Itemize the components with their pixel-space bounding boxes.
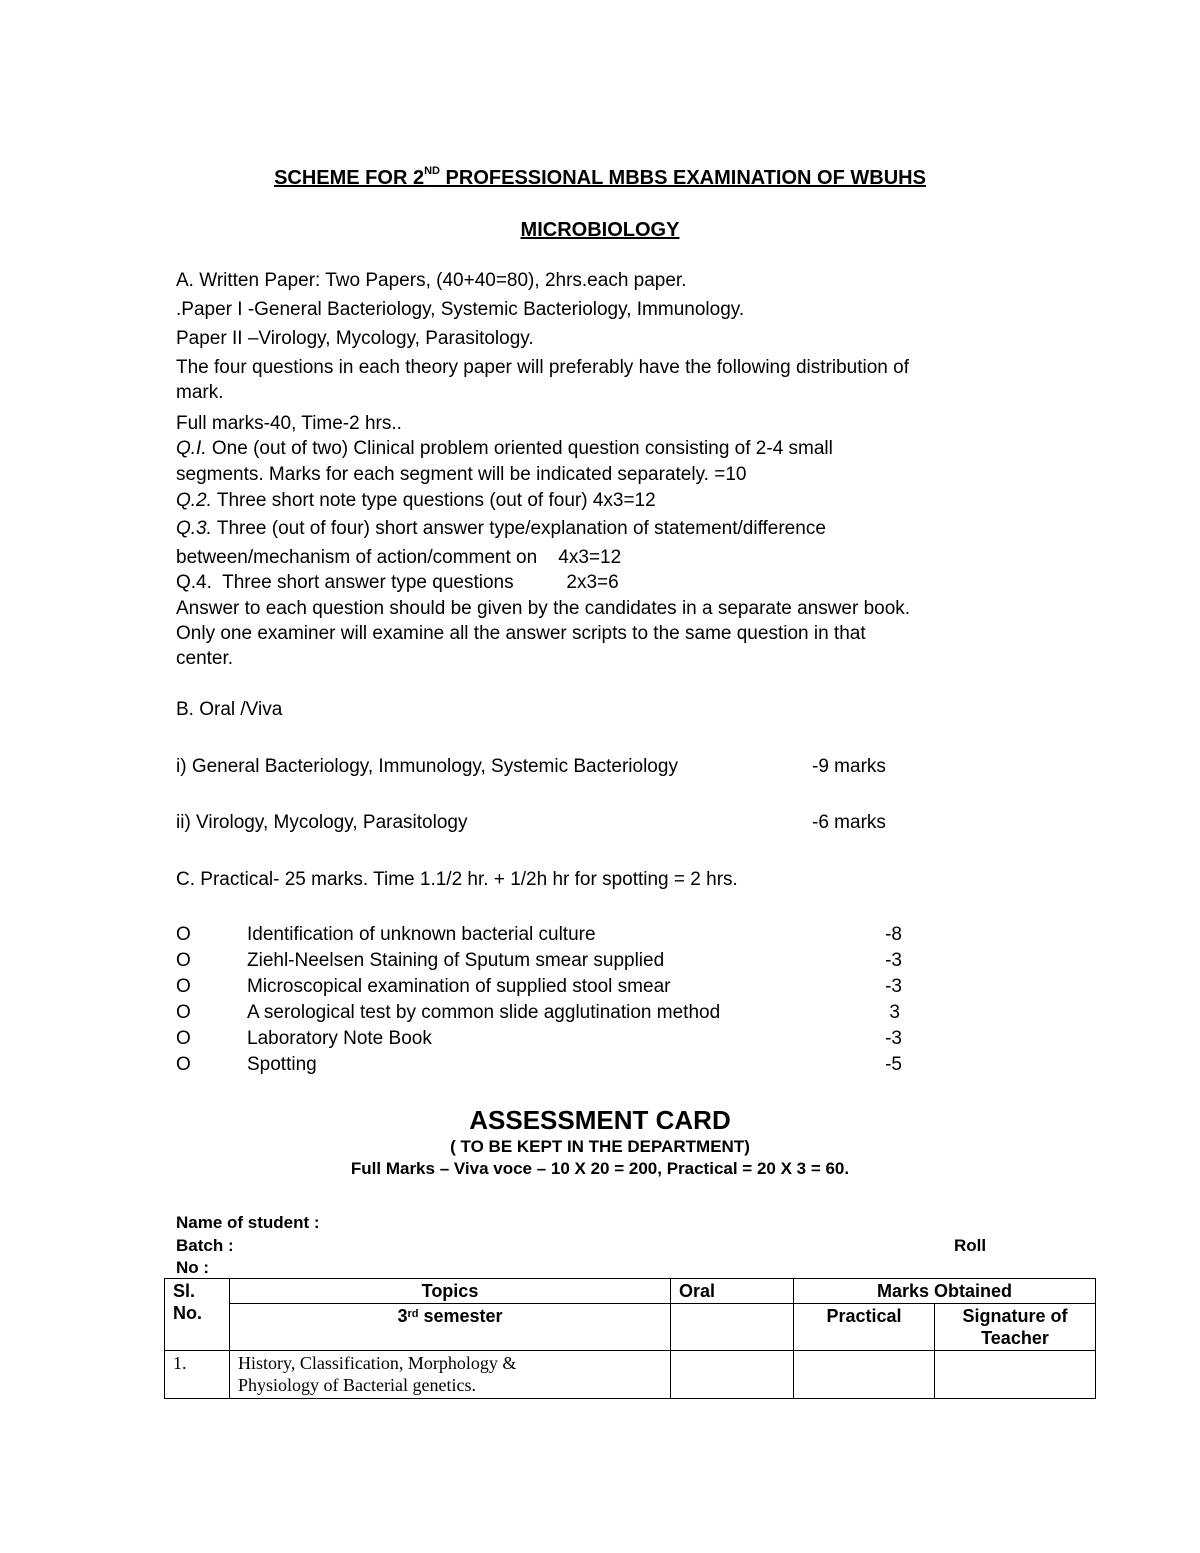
written-line-4: The four questions in each theory paper will preferably have the following distribution of	[176, 357, 909, 378]
question-4: Q.4. Three short answer type questions 2x3=6	[176, 572, 619, 593]
sl-label: Sl.	[173, 1281, 196, 1301]
list-item-label: A serological test by common slide agglutination method	[247, 1002, 721, 1023]
signature-line-2: Teacher	[981, 1328, 1049, 1348]
q2-text: Three short note type questions (out of four) 4x3=12	[211, 490, 656, 511]
list-item-marks: -3	[885, 950, 902, 971]
list-item-label: Microscopical examination of supplied stool smear	[247, 976, 671, 997]
header-sl-no	[165, 1279, 230, 1351]
oral-heading: B. Oral /Viva	[176, 699, 283, 720]
written-line-5: mark.	[176, 382, 224, 403]
question-1	[176, 438, 833, 460]
sem-number: 3	[397, 1306, 408, 1326]
list-item-bullet: O	[176, 924, 191, 945]
row-sl: 1.	[165, 1351, 230, 1399]
topic-line-1: History, Classification, Morphology &	[238, 1353, 517, 1373]
header-topics: Topics	[230, 1279, 671, 1304]
list-item-label: Ziehl-Neelsen Staining of Sputum smear supplied	[247, 950, 665, 971]
oral-empty-cell	[671, 1304, 794, 1351]
answer-note-1: Answer to each question should be given by the candidates in a separate answer book.	[176, 598, 911, 619]
header-practical: Practical	[794, 1304, 935, 1351]
signature-line-1: Signature of	[962, 1306, 1068, 1326]
sem-sup: rd	[407, 1308, 419, 1320]
list-item-marks: -8	[885, 924, 902, 945]
practical-heading: C. Practical- 25 marks. Time 1.1/2 hr. + 1/2h hr for spotting = 2 hrs.	[176, 869, 738, 890]
list-item-marks: 3	[889, 1002, 900, 1023]
list-item-bullet: O	[176, 1002, 191, 1023]
row-oral-cell	[671, 1351, 794, 1399]
oral-item-marks: -9 marks	[812, 756, 886, 777]
list-item-bullet: O	[176, 1054, 191, 1075]
answer-note-3: center.	[176, 648, 234, 669]
title-pre: SCHEME FOR 2	[274, 167, 425, 189]
table-header-row	[165, 1279, 1096, 1304]
list-item-marks: -3	[885, 976, 902, 997]
assessment-subtitle: ( TO BE KEPT IN THE DEPARTMENT)	[450, 1137, 750, 1156]
question-3-cont: between/mechanism of action/comment on 4x3=12	[176, 547, 622, 568]
assessment-title: ASSESSMENT CARD	[469, 1105, 731, 1135]
row-practical-cell	[794, 1351, 935, 1399]
table-row	[165, 1351, 1096, 1399]
written-line-1: A. Written Paper: Two Papers, (40+40=80), 2hrs.each paper.	[176, 270, 687, 291]
row-topic	[230, 1351, 671, 1399]
batch-label: Batch :	[176, 1236, 234, 1255]
roll-label: Roll	[954, 1236, 987, 1255]
header-marks-obtained: Marks Obtained	[794, 1279, 1096, 1304]
title-sup: ND	[424, 165, 440, 177]
q1-text: One (out of two) Clinical problem oriented question consisting of 2-4 small	[206, 438, 833, 459]
q1-label: Q.I.	[176, 438, 207, 459]
list-item-bullet: O	[176, 976, 191, 997]
oral-item-label: i) General Bacteriology, Immunology, Systemic Bacteriology	[176, 756, 678, 777]
oral-item-marks: -6 marks	[812, 812, 886, 833]
header-signature	[935, 1304, 1096, 1351]
oral-item-label: ii) Virology, Mycology, Parasitology	[176, 812, 468, 833]
sem-text: semester	[418, 1306, 503, 1326]
header-semester	[230, 1304, 671, 1351]
written-line-3: Paper II –Virology, Mycology, Parasitology.	[176, 328, 534, 349]
header-oral: Oral	[671, 1279, 794, 1304]
assessment-table	[164, 1278, 1096, 1399]
page-title	[0, 167, 1200, 190]
question-3	[176, 518, 826, 540]
question-2	[176, 490, 656, 512]
list-item-bullet: O	[176, 950, 191, 971]
student-name-label: Name of student :	[176, 1213, 320, 1232]
list-item-label: Identification of unknown bacterial culture	[247, 924, 596, 945]
answer-note-2: Only one examiner will examine all the answer scripts to the same question in that	[176, 623, 866, 644]
q3-text: Three (out of four) short answer type/explanation of statement/difference	[211, 518, 826, 539]
title-post: PROFESSIONAL MBBS EXAMINATION OF WBUHS	[439, 167, 926, 189]
row-signature-cell	[935, 1351, 1096, 1399]
no-label: No.	[173, 1303, 202, 1323]
topic-line-2: Physiology of Bacterial genetics.	[238, 1375, 476, 1395]
question-1-cont: segments. Marks for each segment will be indicated separately. =10	[176, 464, 747, 485]
list-item-label: Spotting	[247, 1054, 317, 1075]
q2-label: Q.2.	[176, 490, 212, 511]
subject-heading: MICROBIOLOGY	[520, 219, 680, 241]
list-item-label: Laboratory Note Book	[247, 1028, 432, 1049]
list-item-bullet: O	[176, 1028, 191, 1049]
q3-label: Q.3.	[176, 518, 212, 539]
written-line-6: Full marks-40, Time-2 hrs..	[176, 413, 402, 434]
table-subheader-row	[165, 1304, 1096, 1351]
written-line-2: .Paper I -General Bacteriology, Systemic Bacteriology, Immunology.	[176, 299, 745, 320]
assessment-full-marks: Full Marks – Viva voce – 10 X 20 = 200, Practical = 20 X 3 = 60.	[350, 1159, 850, 1178]
list-item-marks: -3	[885, 1028, 902, 1049]
list-item-marks: -5	[885, 1054, 902, 1075]
roll-no-label: No :	[176, 1258, 210, 1277]
